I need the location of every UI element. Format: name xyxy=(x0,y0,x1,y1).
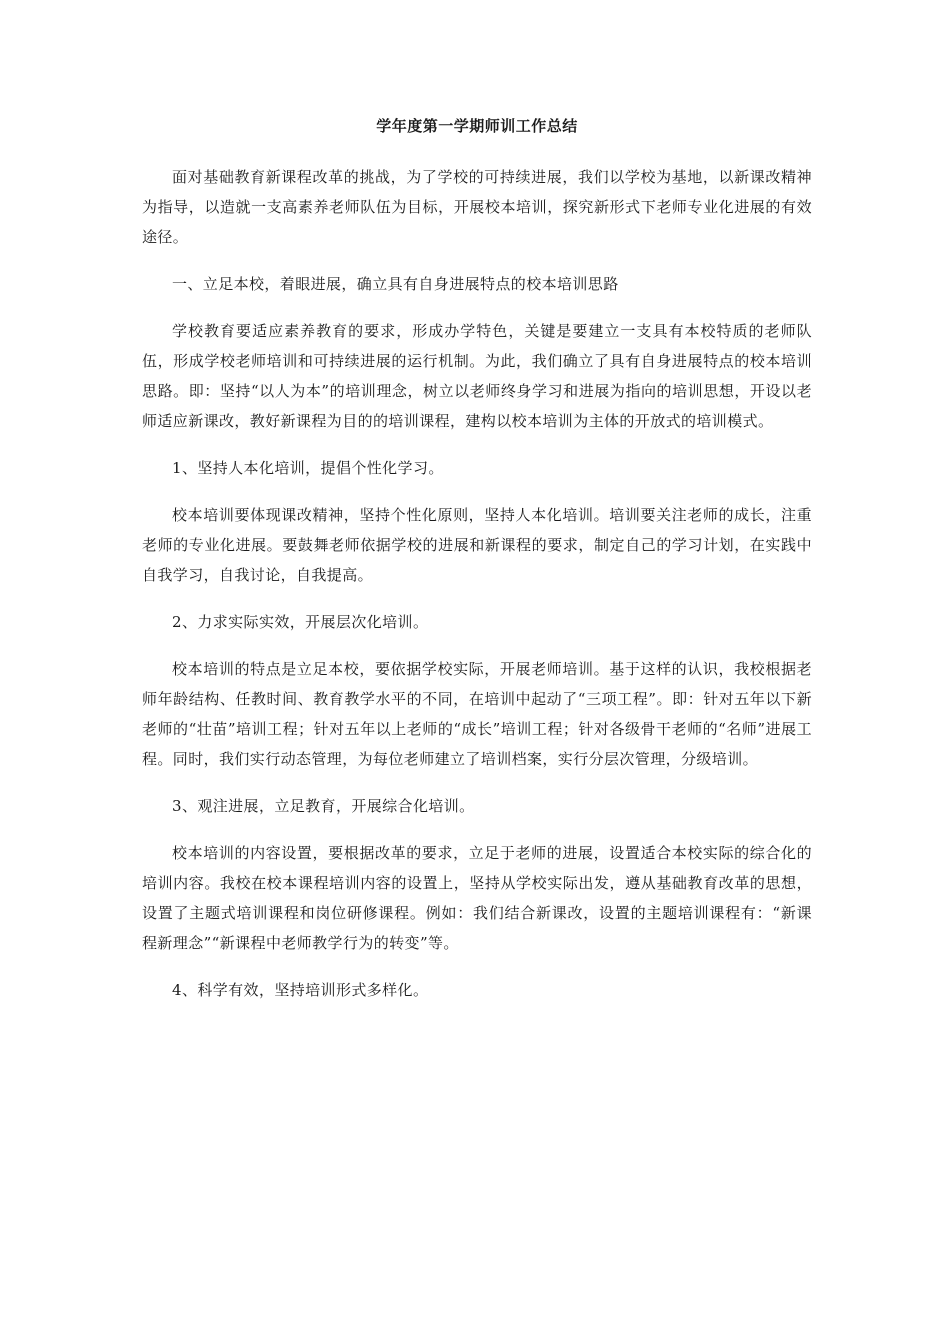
subsection-1-paragraph: 校本培训要体现课改精神，坚持个性化原则，坚持人本化培训。培训要关注老师的成长，注重老师的专业化进展。要鼓舞老师依据学校的进展和新课程的要求，制定自己的学习计划，在实践中自我学习，自我讨论，自我提高。 xyxy=(142,506,812,584)
subsection-2-paragraph: 校本培训的特点是立足本校，要依据学校实际，开展老师培训。基于这样的认识，我校根据老师年龄结构、任教时间、教育教学水平的不同，在培训中起动了“三项工程”。即：针对五年以下新老师的“壮苗”培训工程；针对五年以上老师的“成长”培训工程；针对各级骨干老师的“名师”进展工程。同时，我们实行动态管理，为每位老师建立了培训档案，实行分层次管理，分级培训。 xyxy=(142,660,812,768)
document-body xyxy=(142,114,812,1022)
section-heading-1: 一、立足本校，着眼进展，确立具有自身进展特点的校本培训思路 xyxy=(172,275,619,293)
document-title: 学年度第一学期师训工作总结 xyxy=(376,117,578,135)
subheading-1: 1、坚持人本化培训，提倡个性化学习。 xyxy=(172,459,444,477)
subheading-4: 4、科学有效，坚持培训形式多样化。 xyxy=(172,981,429,999)
intro-paragraph: 面对基础教育新课程改革的挑战，为了学校的可持续进展，我们以学校为基地，以新课改精神为指导，以造就一支高素养老师队伍为目标，开展校本培训，探究新形式下老师专业化进展的有效途径。 xyxy=(142,168,812,246)
subsection-3-paragraph: 校本培训的内容设置，要根据改革的要求，立足于老师的进展，设置适合本校实际的综合化的培训内容。我校在校本课程培训内容的设置上，坚持从学校实际出发，遵从基础教育改革的思想，设置了主题式培训课程和岗位研修课程。例如：我们结合新课改，设置的主题培训课程有：“新课程新理念”“新课程中老师教学行为的转变”等。 xyxy=(142,844,812,952)
subheading-3: 3、观注进展，立足教育，开展综合化培训。 xyxy=(172,797,475,815)
subheading-2: 2、力求实际实效，开展层次化培训。 xyxy=(172,613,429,631)
section-1-paragraph: 学校教育要适应素养教育的要求，形成办学特色，关键是要建立一支具有本校特质的老师队伍，形成学校老师培训和可持续进展的运行机制。为此，我们确立了具有自身进展特点的校本培训思路。即：坚持“以人为本”的培训理念，树立以老师终身学习和进展为指向的培训思想，开设以老师适应新课改，教好新课程为目的的培训课程，建构以校本培训为主体的开放式的培训模式。 xyxy=(142,322,812,430)
